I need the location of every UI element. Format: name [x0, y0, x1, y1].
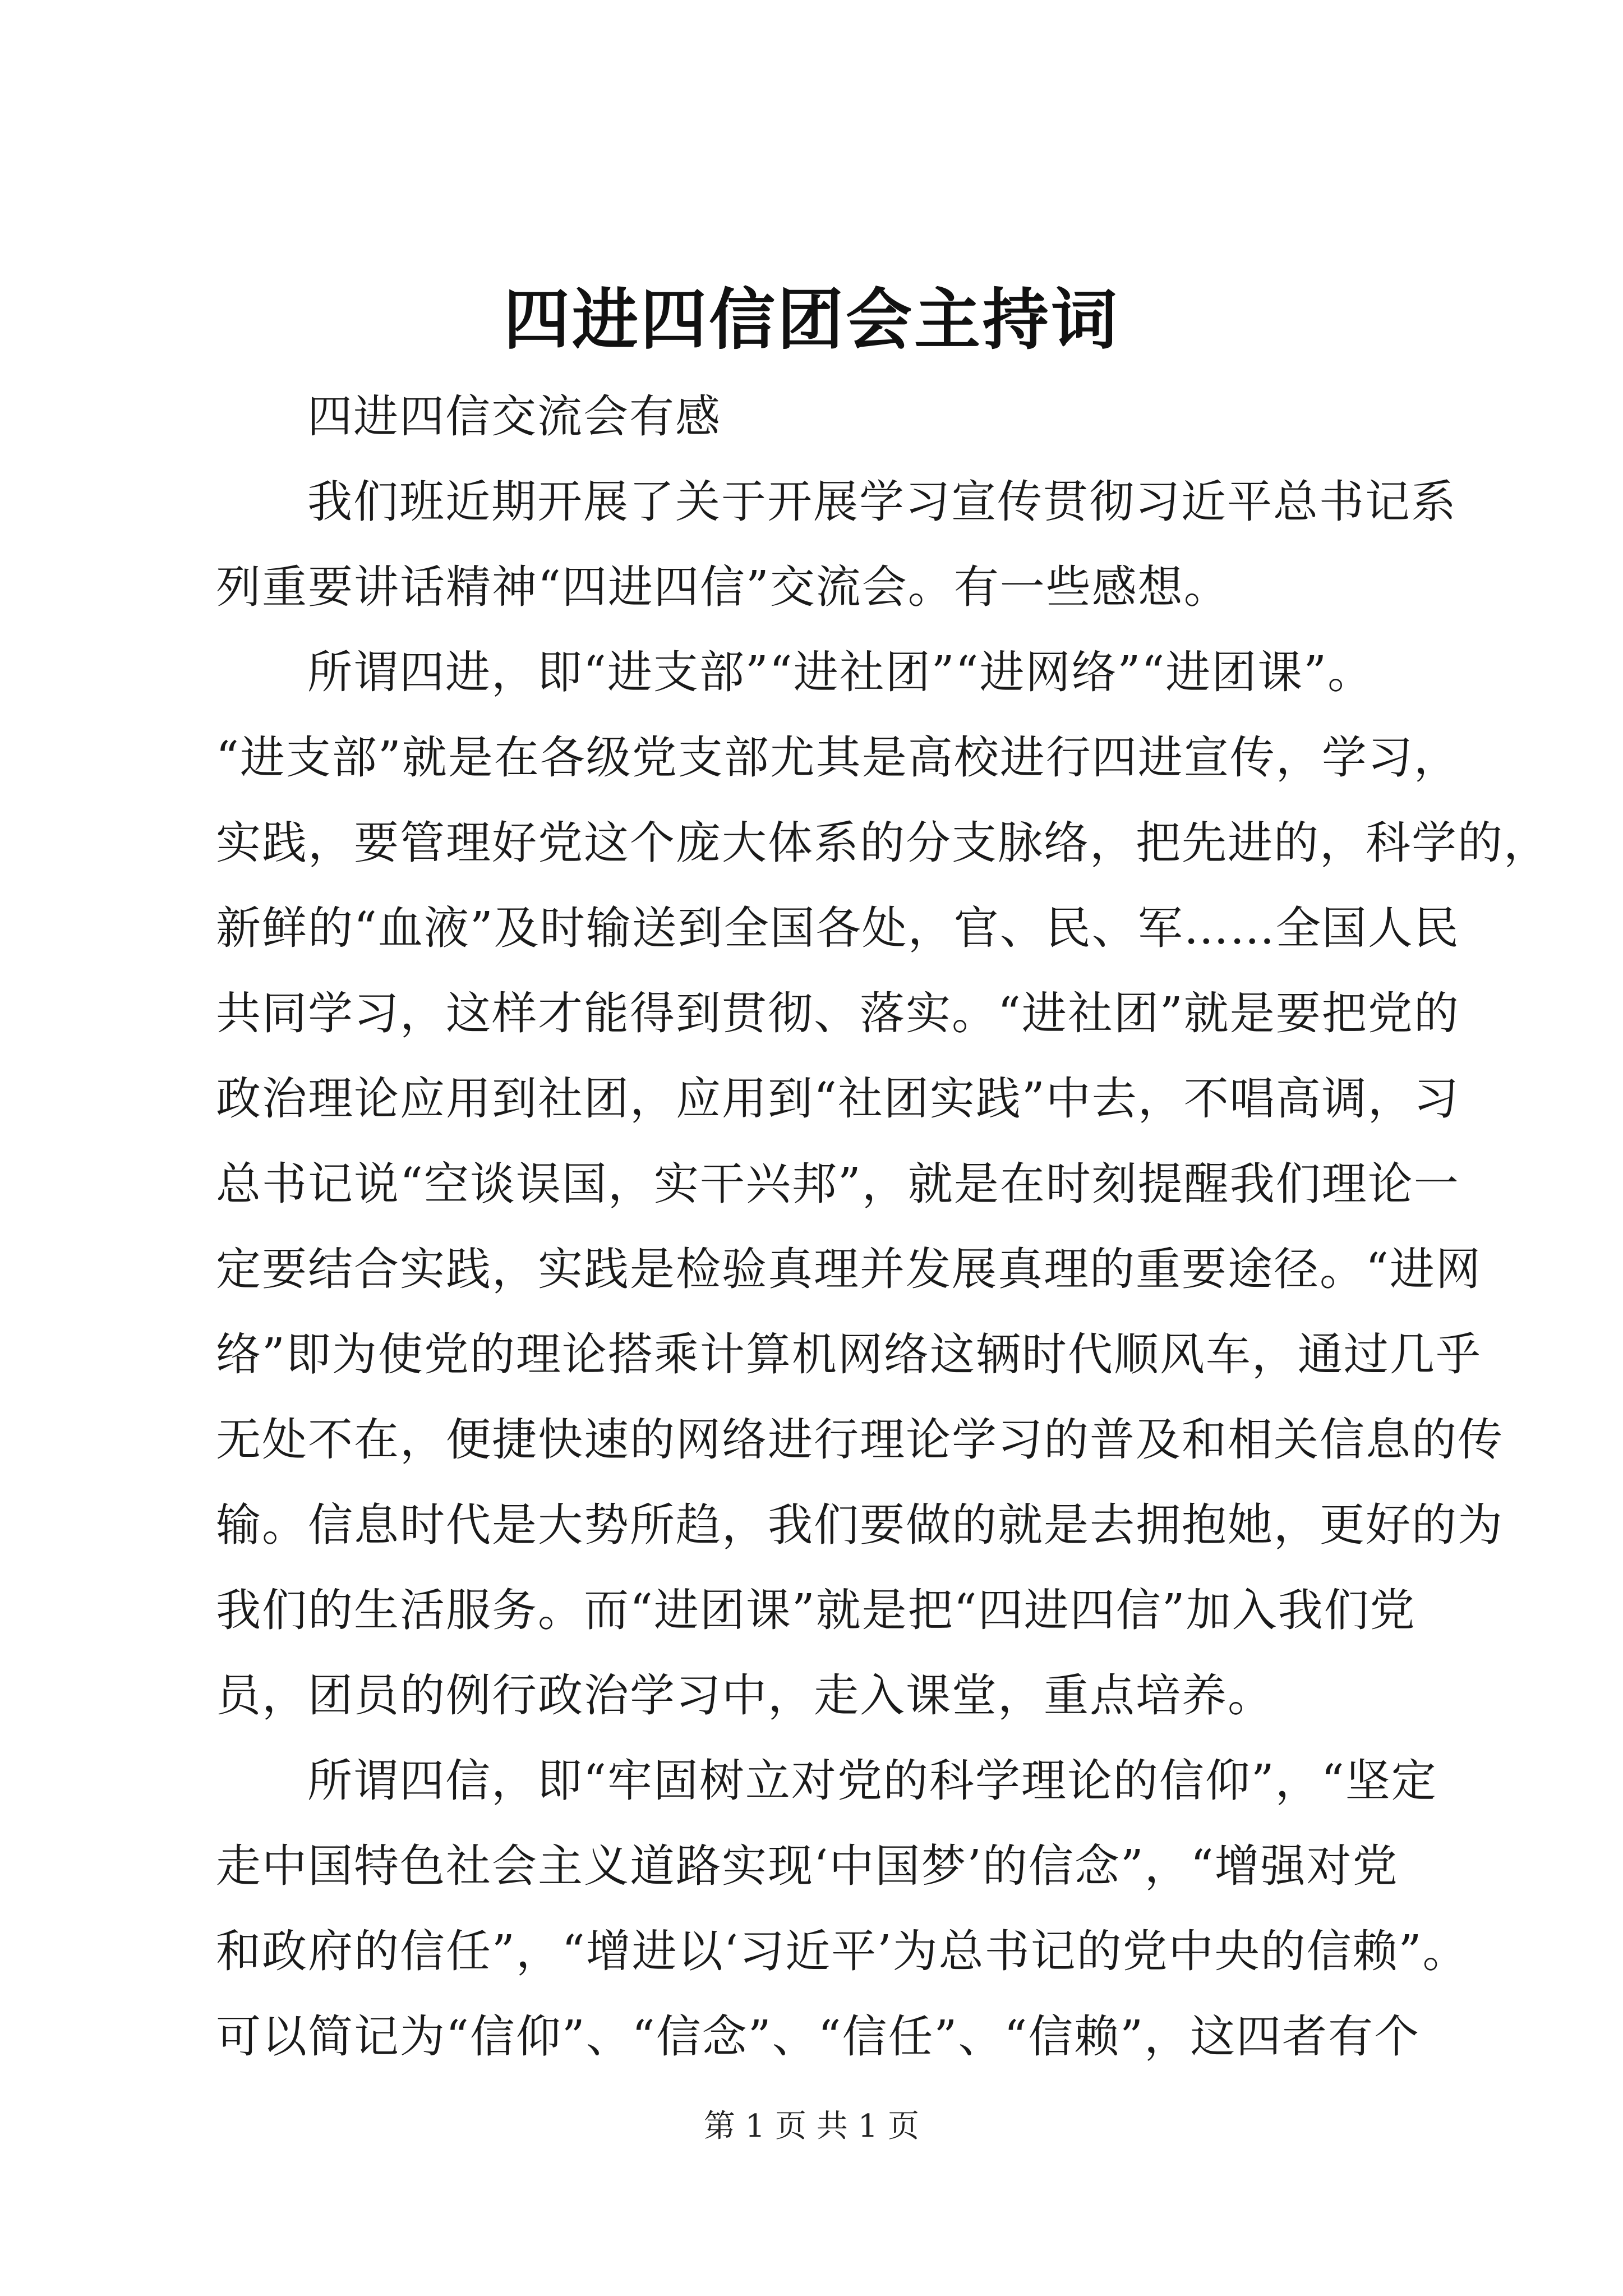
body-line: 我们的生活服务。而“进团课”就是把“四进四信”加入我们党: [216, 1584, 1416, 1636]
body-line: 四进四信交流会有感: [307, 390, 721, 443]
page-footer: 第 1 页 共 1 页: [703, 2108, 920, 2145]
body-line: 实践，要管理好党这个庞大体系的分支脉络，把先进的，科学的，: [216, 817, 1550, 869]
body-line: “进支部”就是在各级党支部尤其是高校进行四进宣传，学习，: [216, 731, 1460, 784]
body-line: 定要结合实践，实践是检验真理并发展真理的重要途径。“进网: [216, 1243, 1482, 1295]
body-line: 可以简记为“信仰”、“信念”、“信任”、“信赖”，这四者有个: [216, 2010, 1421, 2063]
body-line: 和政府的信任”，“增进以‘习近平’为总书记的党中央的信赖”。: [216, 1925, 1469, 1977]
body-line: 总书记说“空谈误国，实干兴邦”，就是在时刻提醒我们理论一: [216, 1158, 1460, 1210]
body-line: 输。信息时代是大势所趋，我们要做的就是去拥抱她，更好的为: [216, 1499, 1504, 1551]
body-line: 无处不在，便捷快速的网络进行理论学习的普及和相关信息的传: [216, 1414, 1504, 1466]
body-line: 新鲜的“血液”及时输送到全国各处，官、民、军……全国人民: [216, 902, 1460, 954]
body-line: 政治理论应用到社团，应用到“社团实践”中去，不唱高调，习: [216, 1073, 1460, 1125]
document-title: 四进四信团会主持词: [503, 280, 1119, 358]
body-line: 所谓四信，即“牢固树立对党的科学理论的信仰”，“坚定: [307, 1755, 1437, 1807]
body-line: 我们班近期开展了关于开展学习宣传贯彻习近平总书记系: [307, 476, 1457, 528]
body-line: 共同学习，这样才能得到贯彻、落实。“进社团”就是要把党的: [216, 987, 1460, 1039]
body-line: 所谓四进，即“进支部”“进社团”“进网络”“进团课”。: [307, 646, 1374, 698]
body-line: 络”即为使党的理论搭乘计算机网络这辆时代顺风车，通过几乎: [216, 1328, 1482, 1381]
body-line: 列重要讲话精神“四进四信”交流会。有一些感想。: [216, 561, 1230, 613]
body-line: 员，团员的例行政治学习中，走入课堂，重点培养。: [216, 1669, 1274, 1722]
body-line: 走中国特色社会主义道路实现‘中国梦’的信念”，“增强对党: [216, 1840, 1399, 1892]
